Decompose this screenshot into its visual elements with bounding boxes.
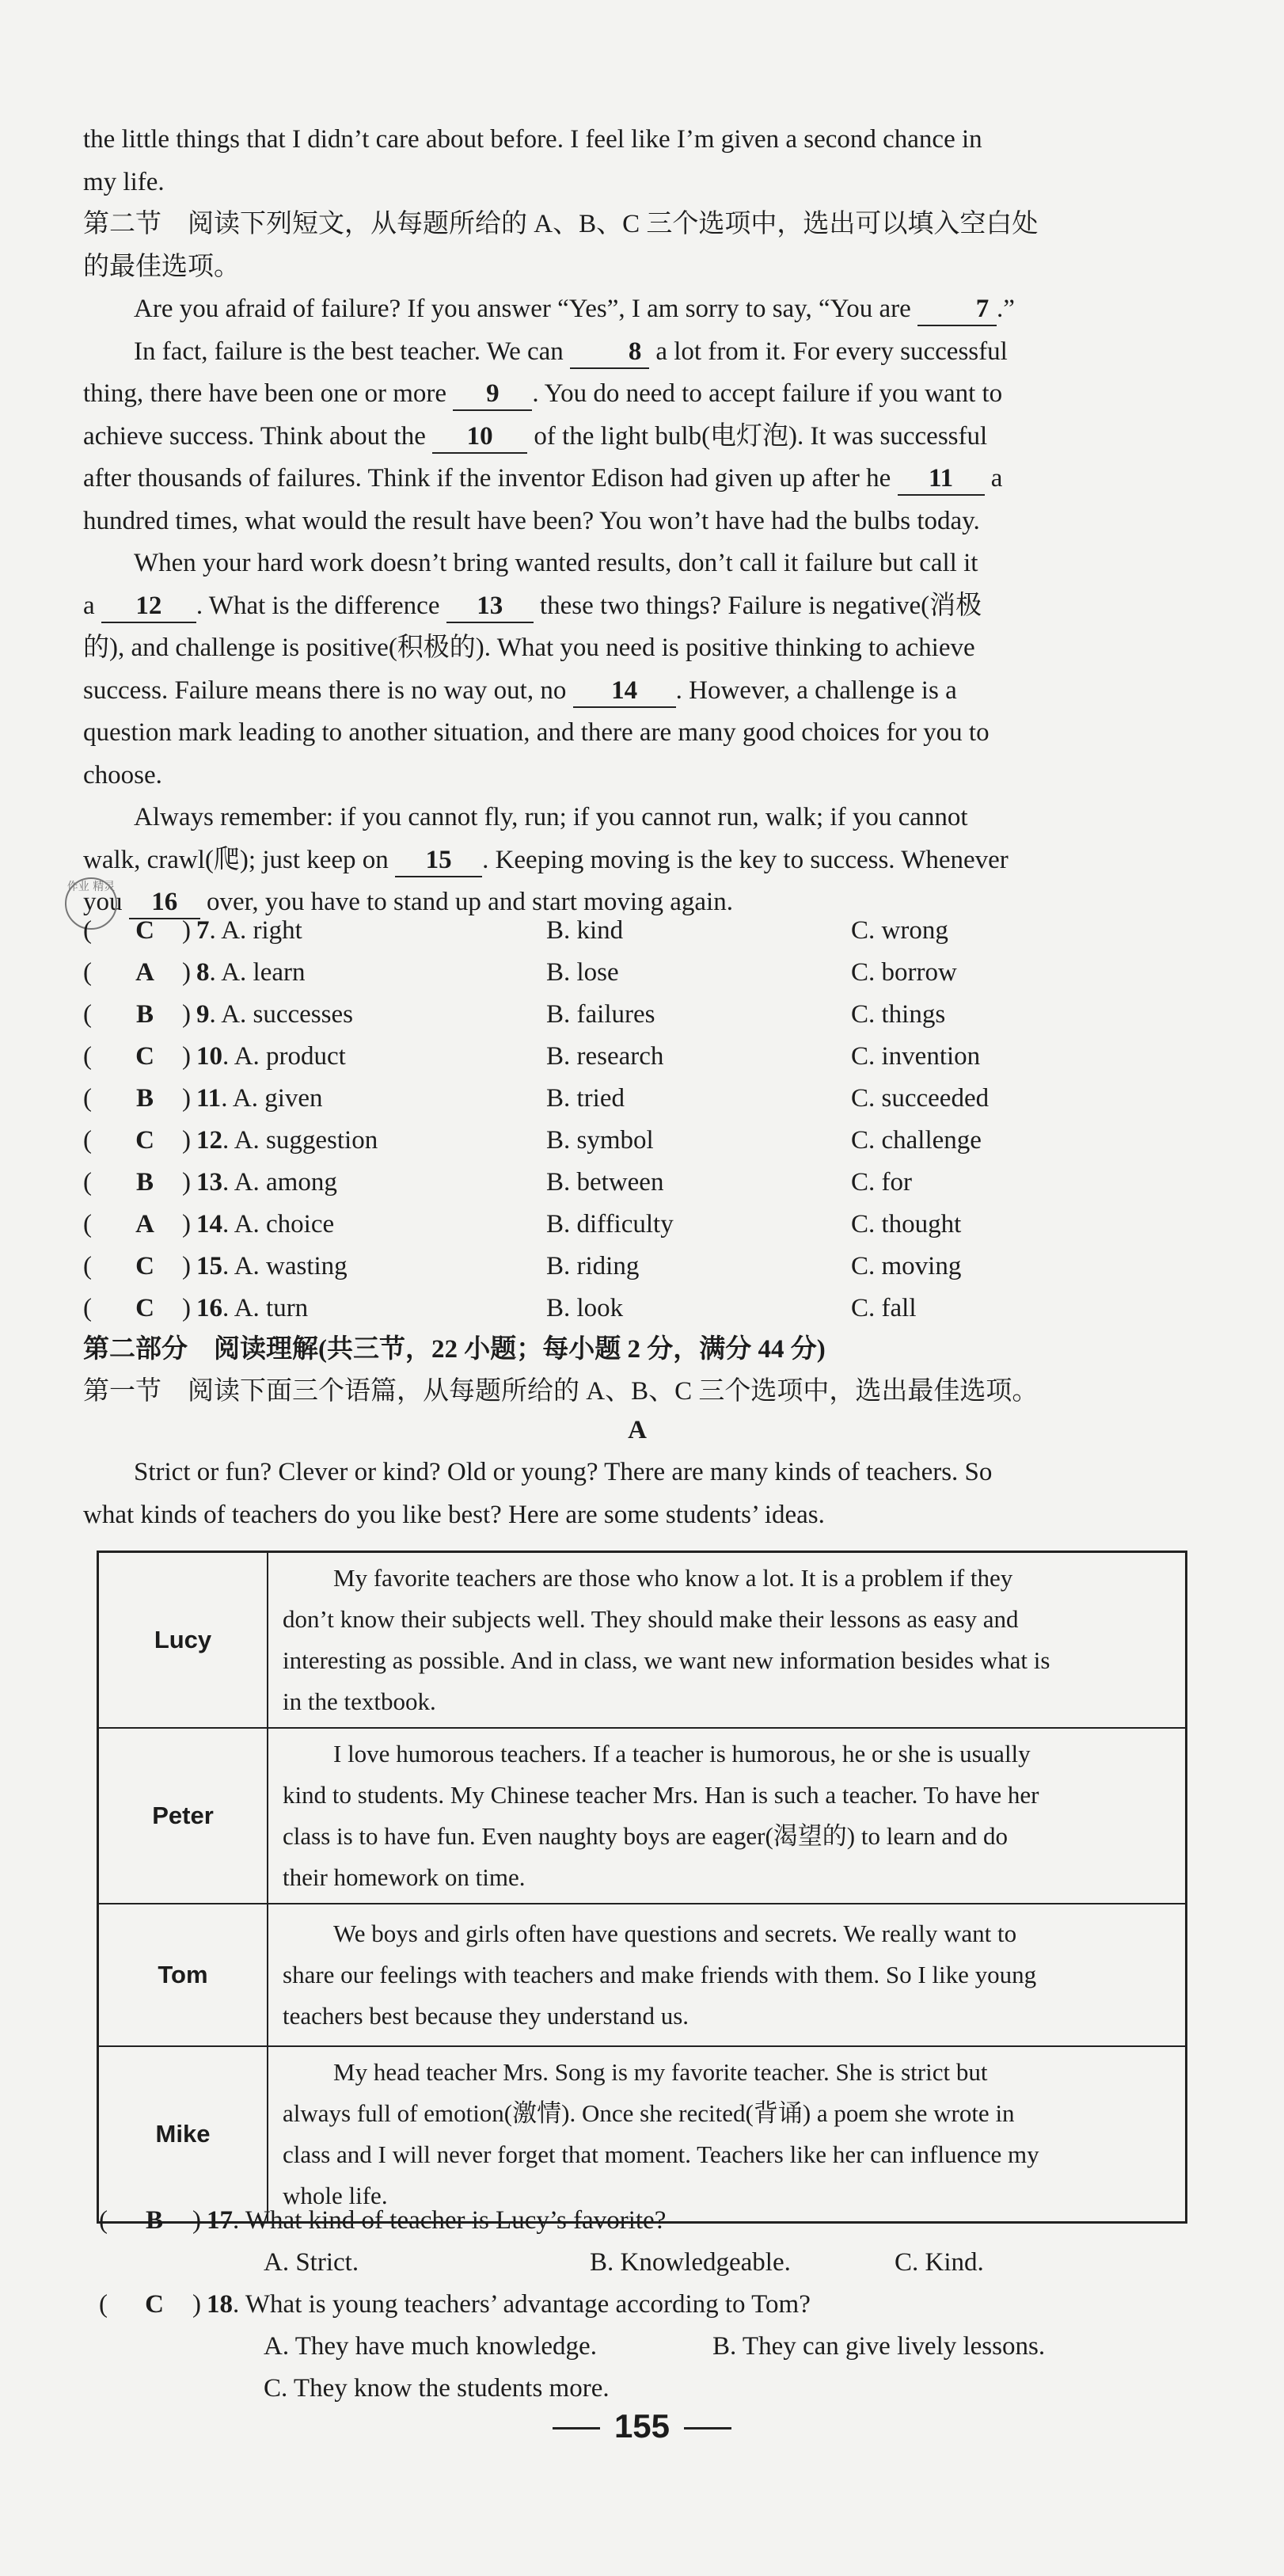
answer: C <box>135 916 154 945</box>
option-c: C. thought <box>851 1210 962 1239</box>
passage-line: achieve success. Think about the 10 of the light bulb(电灯泡). It was successful <box>83 416 1191 459</box>
answer: B <box>135 1168 154 1197</box>
student-opinion: We boys and girls often have questions and secrets. We really want to share our feelings with teachers and make friends with them. So I like young teachers best because they understand us. <box>268 1904 1187 2046</box>
passage-line: hundred times, what would the result have been? You won’t have had the bulbs today. <box>83 506 980 535</box>
answer: B <box>135 1000 154 1029</box>
option-c: C. challenge <box>851 1126 982 1155</box>
question-stem-row: ( B ) 17. What kind of teacher is Lucy’s favorite? <box>83 2200 1191 2242</box>
option-b: B. difficulty <box>546 1210 674 1239</box>
option-a: 10. A. product <box>196 1042 346 1071</box>
cloze-passage <box>83 288 1191 924</box>
option-c: C. wrong <box>851 916 948 945</box>
intro-line-1: the little things that I didn’t care about before. I feel like I’m given a second chance in <box>83 125 982 154</box>
table-row <box>98 1552 1187 1729</box>
option-c: C. succeeded <box>851 1084 990 1113</box>
section2-heading <box>83 204 1191 288</box>
intro-text <box>83 119 1191 204</box>
section2-heading-line-2: 的最佳选项。 <box>83 252 240 281</box>
answer: C <box>135 1252 154 1280</box>
answer: C <box>135 1042 154 1071</box>
answer: B <box>145 2206 163 2235</box>
option-b: B. research <box>546 1042 664 1071</box>
blank-8: 8 <box>570 336 649 369</box>
question-row: ( A ) 8. A. learn B. lose C. borrow <box>83 952 1191 994</box>
question-row: ( C ) 10. A. product B. research C. invention <box>83 1036 1191 1078</box>
page-number: 155 <box>0 2407 1284 2445</box>
table-row <box>98 2046 1187 2223</box>
option-a: 7. A. right <box>196 916 302 945</box>
option-b: B. symbol <box>546 1126 654 1155</box>
table-row <box>98 1904 1187 2046</box>
blank-13: 13 <box>446 590 534 623</box>
question-row: ( A ) 14. A. choice B. difficulty C. thought <box>83 1204 1191 1246</box>
dash-right <box>684 2427 731 2430</box>
table-row <box>98 1728 1187 1904</box>
option-b: B. They can give lively lessons. <box>712 2332 1046 2361</box>
passage-a-intro <box>83 1452 1191 1536</box>
passage-line: 的), and challenge is positive(积极的). What you need is positive thinking to achieve <box>83 634 975 662</box>
part2-heading-text: 第二部分 阅读理解(共三节，22 小题；每小题 2 分，满分 44 分) <box>83 1335 826 1364</box>
option-b: B. tried <box>546 1084 625 1113</box>
question-row: ( C ) 7. A. right B. kind C. wrong <box>83 910 1191 952</box>
student-name: Lucy <box>98 1552 268 1729</box>
answer: A <box>135 958 154 987</box>
option-a: 14. A. choice <box>196 1210 335 1239</box>
teacher-opinions-table <box>97 1551 1187 2224</box>
option-c: C. Kind. <box>895 2248 984 2277</box>
option-a: A. They have much knowledge. <box>264 2332 597 2361</box>
question-row: ( C ) 12. A. suggestion B. symbol C. challenge <box>83 1120 1191 1162</box>
question-stem-row: ( C ) 18. What is young teachers’ advantage according to Tom? <box>83 2284 1191 2326</box>
option-c: C. for <box>851 1168 912 1197</box>
passage-line: walk, crawl(爬); just keep on 15 . Keeping moving is the key to success. Whenever <box>83 839 1191 882</box>
student-name: Peter <box>98 1728 268 1904</box>
blank-11: 11 <box>898 462 985 496</box>
option-c: C. fall <box>851 1294 917 1322</box>
question-options-row <box>83 2368 1191 2410</box>
option-a: 16. A. turn <box>196 1294 309 1322</box>
answer: A <box>135 1210 154 1239</box>
blank-10: 10 <box>432 420 527 454</box>
option-b: B. failures <box>546 1000 655 1029</box>
answer: C <box>145 2290 164 2319</box>
option-c: C. They know the students more. <box>264 2374 610 2403</box>
passage-line: a 12 . What is the difference 13 these two things? Failure is negative(消极 <box>83 585 1191 628</box>
question-row: ( C ) 15. A. wasting B. riding C. moving <box>83 1246 1191 1288</box>
option-c: C. borrow <box>851 958 957 987</box>
section2-heading-line-1: 第二节 阅读下列短文，从每题所给的 A、B、C 三个选项中，选出可以填入空白处 <box>83 210 1039 238</box>
dash-left <box>553 2427 600 2430</box>
blank-14: 14 <box>573 675 676 708</box>
option-b: B. Knowledgeable. <box>590 2248 791 2277</box>
question-row: ( B ) 13. A. among B. between C. for <box>83 1162 1191 1204</box>
option-a: 11. A. given <box>196 1084 323 1113</box>
option-a: 9. A. successes <box>196 1000 353 1029</box>
option-a: A. Strict. <box>264 2248 359 2277</box>
passage-line: success. Failure means there is no way out, no 14 . However, a challenge is a <box>83 670 1191 713</box>
blank-16: 16 <box>129 886 200 919</box>
intro-line-2: my life. <box>83 167 165 196</box>
option-b: B. riding <box>546 1252 640 1280</box>
option-a: 15. A. wasting <box>196 1252 348 1280</box>
passage-line: In fact, failure is the best teacher. We can 8 a lot from it. For every successful <box>83 331 1191 374</box>
passage-line: choose. <box>83 760 162 790</box>
passage-line: question mark leading to another situation, and there are many good choices for you to <box>83 718 990 747</box>
option-a: 13. A. among <box>196 1168 337 1197</box>
option-b: B. lose <box>546 958 619 987</box>
student-opinion: My favorite teachers are those who know a lot. It is a problem if they don’t know their subjects well. They should make their lessons as easy and interesting as possible. And in class, we want new information besides what is in the textbook. <box>268 1552 1187 1729</box>
blank-12: 12 <box>101 590 196 623</box>
answer: B <box>135 1084 154 1113</box>
question-row: ( C ) 16. A. turn B. look C. fall <box>83 1288 1191 1330</box>
option-a: 8. A. learn <box>196 958 306 987</box>
question-row: ( B ) 9. A. successes B. failures C. things <box>83 994 1191 1036</box>
question-options-row <box>83 2242 1191 2284</box>
option-a: 12. A. suggestion <box>196 1126 378 1155</box>
part2-heading <box>83 1329 1191 1372</box>
student-name: Mike <box>98 2046 268 2223</box>
passage-line: you 16 over, you have to stand up and start moving again. <box>83 881 1191 924</box>
option-b: B. look <box>546 1294 624 1322</box>
option-c: C. moving <box>851 1252 962 1280</box>
question-options-row <box>83 2326 1191 2368</box>
intro-line: Strict or fun? Clever or kind? Old or young? There are many kinds of teachers. So <box>134 1458 993 1486</box>
option-c: C. invention <box>851 1042 981 1071</box>
blank-9: 9 <box>453 378 532 411</box>
passage-line: Are you afraid of failure? If you answer “Yes”, I am sorry to say, “You are 7 .” <box>83 288 1191 331</box>
section1-heading-text: 第一节 阅读下面三个语篇，从每题所给的 A、B、C 三个选项中，选出最佳选项。 <box>83 1377 1039 1406</box>
watermark-stamp: 作业 精灵 <box>65 877 117 930</box>
passage-line: Always remember: if you cannot fly, run; if you cannot run, walk; if you cannot <box>134 803 968 831</box>
student-opinion: My head teacher Mrs. Song is my favorite teacher. She is strict but always full of emotion(激情). Once she recited(背诵) a poem she wrote in class and I will never forget that moment. Teachers like her can influence my whole life. <box>268 2046 1187 2223</box>
blank-15: 15 <box>395 844 482 877</box>
student-opinion: I love humorous teachers. If a teacher is humorous, he or she is usually kind to students. My Chinese teacher Mrs. Han is such a teacher. To have her class is to have fun. Even naughty boys are eager(渴望的) to learn and do their homework on time. <box>268 1728 1187 1904</box>
option-b: B. between <box>546 1168 664 1197</box>
passage-line: thing, there have been one or more 9 . You do need to accept failure if you want to <box>83 373 1191 416</box>
blank-7: 7 <box>917 293 997 326</box>
section1-heading <box>83 1371 1191 1414</box>
option-b: B. kind <box>546 916 624 945</box>
passage-a-title: A <box>628 1416 647 1444</box>
passage-line: after thousands of failures. Think if the inventor Edison had given up after he 11 a <box>83 458 1191 500</box>
answer: C <box>135 1126 154 1155</box>
question-row: ( B ) 11. A. given B. tried C. succeeded <box>83 1078 1191 1120</box>
answer: C <box>135 1294 154 1322</box>
student-name: Tom <box>98 1904 268 2046</box>
intro-line: what kinds of teachers do you like best? Here are some students’ ideas. <box>83 1500 825 1529</box>
option-c: C. things <box>851 1000 946 1029</box>
passage-line: When your hard work doesn’t bring wanted results, don’t call it failure but call it <box>134 549 978 577</box>
